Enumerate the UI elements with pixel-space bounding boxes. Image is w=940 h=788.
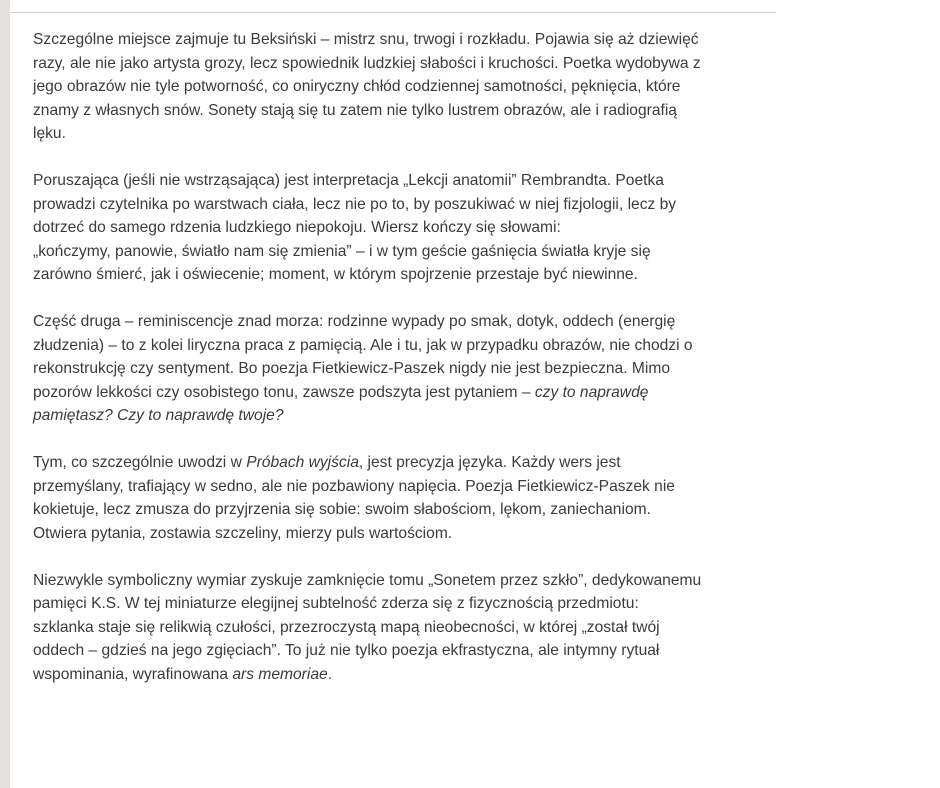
article-body (33, 28, 768, 710)
paragraph-text: Poruszająca (jeśli nie wstrząsająca) jest interpretacja „Lekcji anatomii” Rembrandta. Poetka prowadzi czytelnika po warstwach ciała, lecz nie po to, by poszukiwać w niej fizjologii, lecz by dotrzeć do samego rdzenia ludzkiego niepokoju. Wiersz kończy się słowami: „kończymy, panowie, światło nam się zmienia” – i w tym geście gaśnięcia światła kryje się zarówno śmierć, jak i oświecenie; moment, w którym spojrzenie przestaje być niewinne. (33, 172, 677, 283)
left-sidebar-strip (0, 0, 10, 788)
paragraph-czesc-druga (33, 310, 768, 428)
paragraph-text: Szczególne miejsce zajmuje tu Beksiński – mistrz snu, trwogi i rozkładu. Pojawia się aż dziewięć razy, ale nie jako artysta grozy, lecz spowiednik ludzkiej słabości i kruchości. Poetka wydobywa z jego obrazów nie tyle potworność, co oniryczny chłód codziennej samotności, pęknięcia, które znamy z własnych snów. Sonety stają się tu zatem nie tylko lustrem obrazów, ale i radiografią lęku. (33, 31, 701, 142)
paragraph-text: , jest precyzja języka. Każdy wers jest przemyślany, trafiający w sedno, ale nie pozbawiony napięcia. Poezja Fietkiewicz-Paszek nie kokietuje, lecz zmusza do przyjrzenia się sobie: swoim słabościom, lękom, zaniechaniom. Otwiera pytania, zostawia szczeliny, mierzy puls wartościom. (33, 454, 675, 542)
top-divider (10, 12, 776, 13)
paragraph-sonet-przez-szklo (33, 569, 768, 687)
italic-ars-memoriae: ars memoriae (232, 665, 328, 683)
paragraph-precyzja-jezyka (33, 451, 768, 545)
paragraph-lekcja-anatomii (33, 169, 768, 287)
paragraph-text: Tym, co szczególnie uwodzi w (33, 454, 247, 471)
paragraph-text: . (327, 665, 333, 683)
paragraph-text: Niezwykle symboliczny wymiar zyskuje zamknięcie tomu „Sonetem przez szkło”, dedykowanemu pamięci K.S. W tej miniaturze elegijnej subtelność zderza się z fizycznością przedmiotu: szklanka staje się relikwią czułości, przezroczystą mapą nieobecności, w której „został twój oddech – gdzieś na jego zgięciach”. To już nie tylko poezja ekfrastyczna, ale intymny rytuał wspominania, wyrafinowana (33, 571, 702, 683)
italic-question: czy to naprawdę pamiętasz? Czy to naprawdę twoje? (33, 383, 649, 424)
paragraph-beksinski (33, 28, 768, 146)
paragraph-text: Część druga – reminiscencje znad morza: rodzinne wypady po smak, dotyk, oddech (energię złudzenia) – to z kolei liryczna praca z pamięcią. Ale i tu, jak w przypadku obrazów, nie chodzi o rekonstrukcję czy sentyment. Bo poezja Fietkiewicz-Paszek nigdy nie jest bezpieczna. Mimo pozorów lekkości czy osobistego tonu, zawsze podszyta jest pytaniem – (33, 313, 693, 401)
italic-book-title: Próbach wyjścia (246, 454, 359, 471)
